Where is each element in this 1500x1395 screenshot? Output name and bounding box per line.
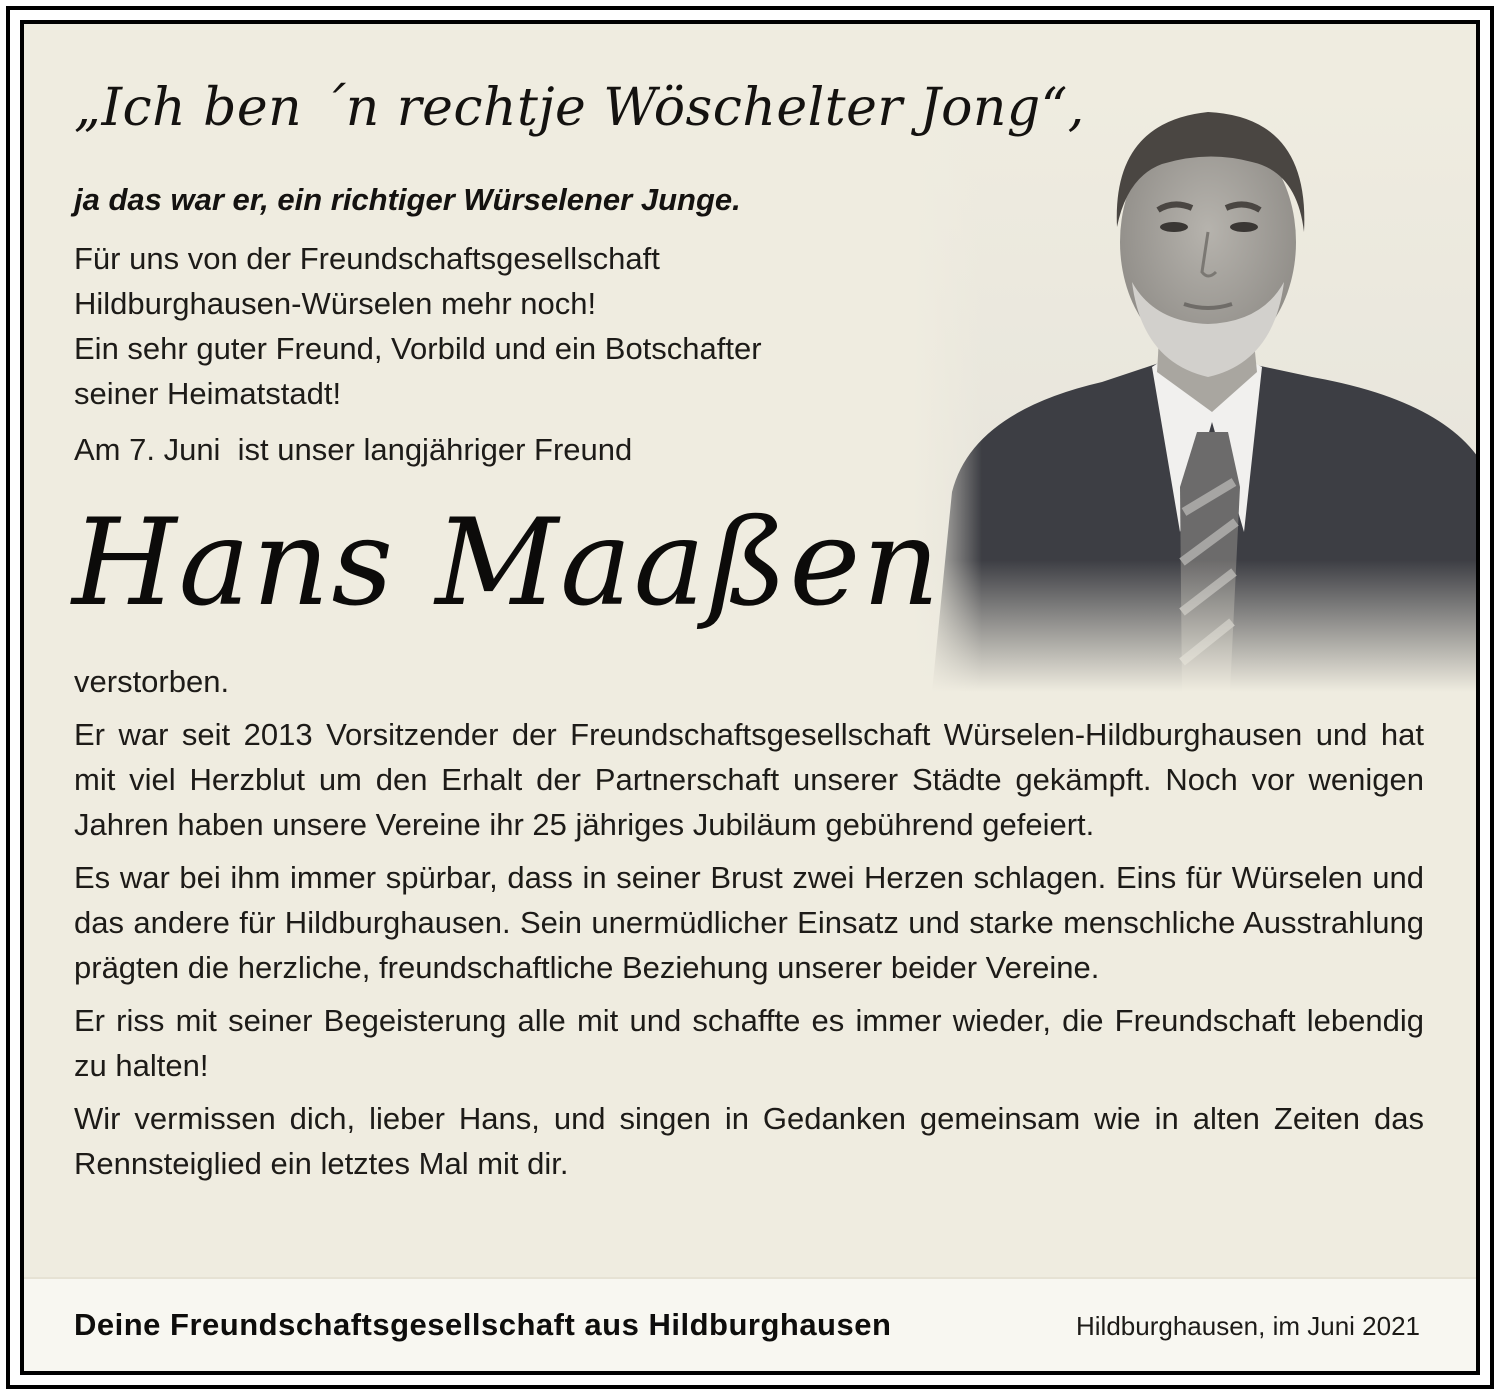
- place-date: Hildburghausen, im Juni 2021: [1076, 1311, 1420, 1341]
- portrait-photo: [912, 92, 1480, 692]
- intro-text: [74, 236, 762, 416]
- quote-translation: ja das war er, ein richtiger Würselener Junge.: [74, 182, 741, 217]
- intro-line: Ein sehr guter Freund, Vorbild und ein Botschafter: [74, 331, 762, 366]
- dialect-quote: „Ich ben ´n rechtje Wöschelter Jong“,: [74, 78, 1085, 138]
- tribute-paragraph: Er war seit 2013 Vorsitzender der Freundschaftsgesellschaft Würselen-Hildburghausen und hat mit viel Herzblut um den Erhalt der Partnerschaft unserer Städte gekämpft. Noch vor wenigen Jahren haben unsere Vereine ihr 25 jähriges Jubiläum gebührend gefeiert.: [74, 717, 1424, 842]
- tribute-paragraph: Er riss mit seiner Begeisterung alle mit und schaffte es immer wieder, die Freundschaft lebendig zu halten!: [74, 1003, 1424, 1083]
- tribute-paragraph: Wir vermissen dich, lieber Hans, und singen in Gedanken gemeinsam wie in alten Zeiten das Rennsteiglied ein letztes Mal mit dir.: [74, 1101, 1424, 1181]
- died-word: verstorben.: [74, 664, 230, 699]
- intro-line: seiner Heimatstadt!: [74, 376, 342, 411]
- tribute-text: [74, 712, 1424, 1194]
- outer-frame: [6, 6, 1494, 1389]
- deceased-name: Hans Maaßen: [72, 494, 942, 633]
- tribute-paragraph: Es war bei ihm immer spürbar, dass in seiner Brust zwei Herzen schlagen. Eins für Würselen und das andere für Hildburghausen. Sein unermüdlicher Einsatz und starke menschliche Ausstrahlung prägten die herzliche, freundschaftliche Beziehung unserer beider Vereine.: [74, 860, 1424, 985]
- intro-line: Für uns von der Freundschaftsgesellschaft: [74, 241, 660, 276]
- death-date-line: Am 7. Juni ist unser langjähriger Freund: [74, 432, 633, 467]
- signature: Deine Freundschaftsgesellschaft aus Hildburghausen: [74, 1307, 892, 1342]
- intro-line: Hildburghausen-Würselen mehr noch!: [74, 286, 597, 321]
- footer-band: [24, 1277, 1476, 1371]
- obituary-card: [20, 20, 1480, 1375]
